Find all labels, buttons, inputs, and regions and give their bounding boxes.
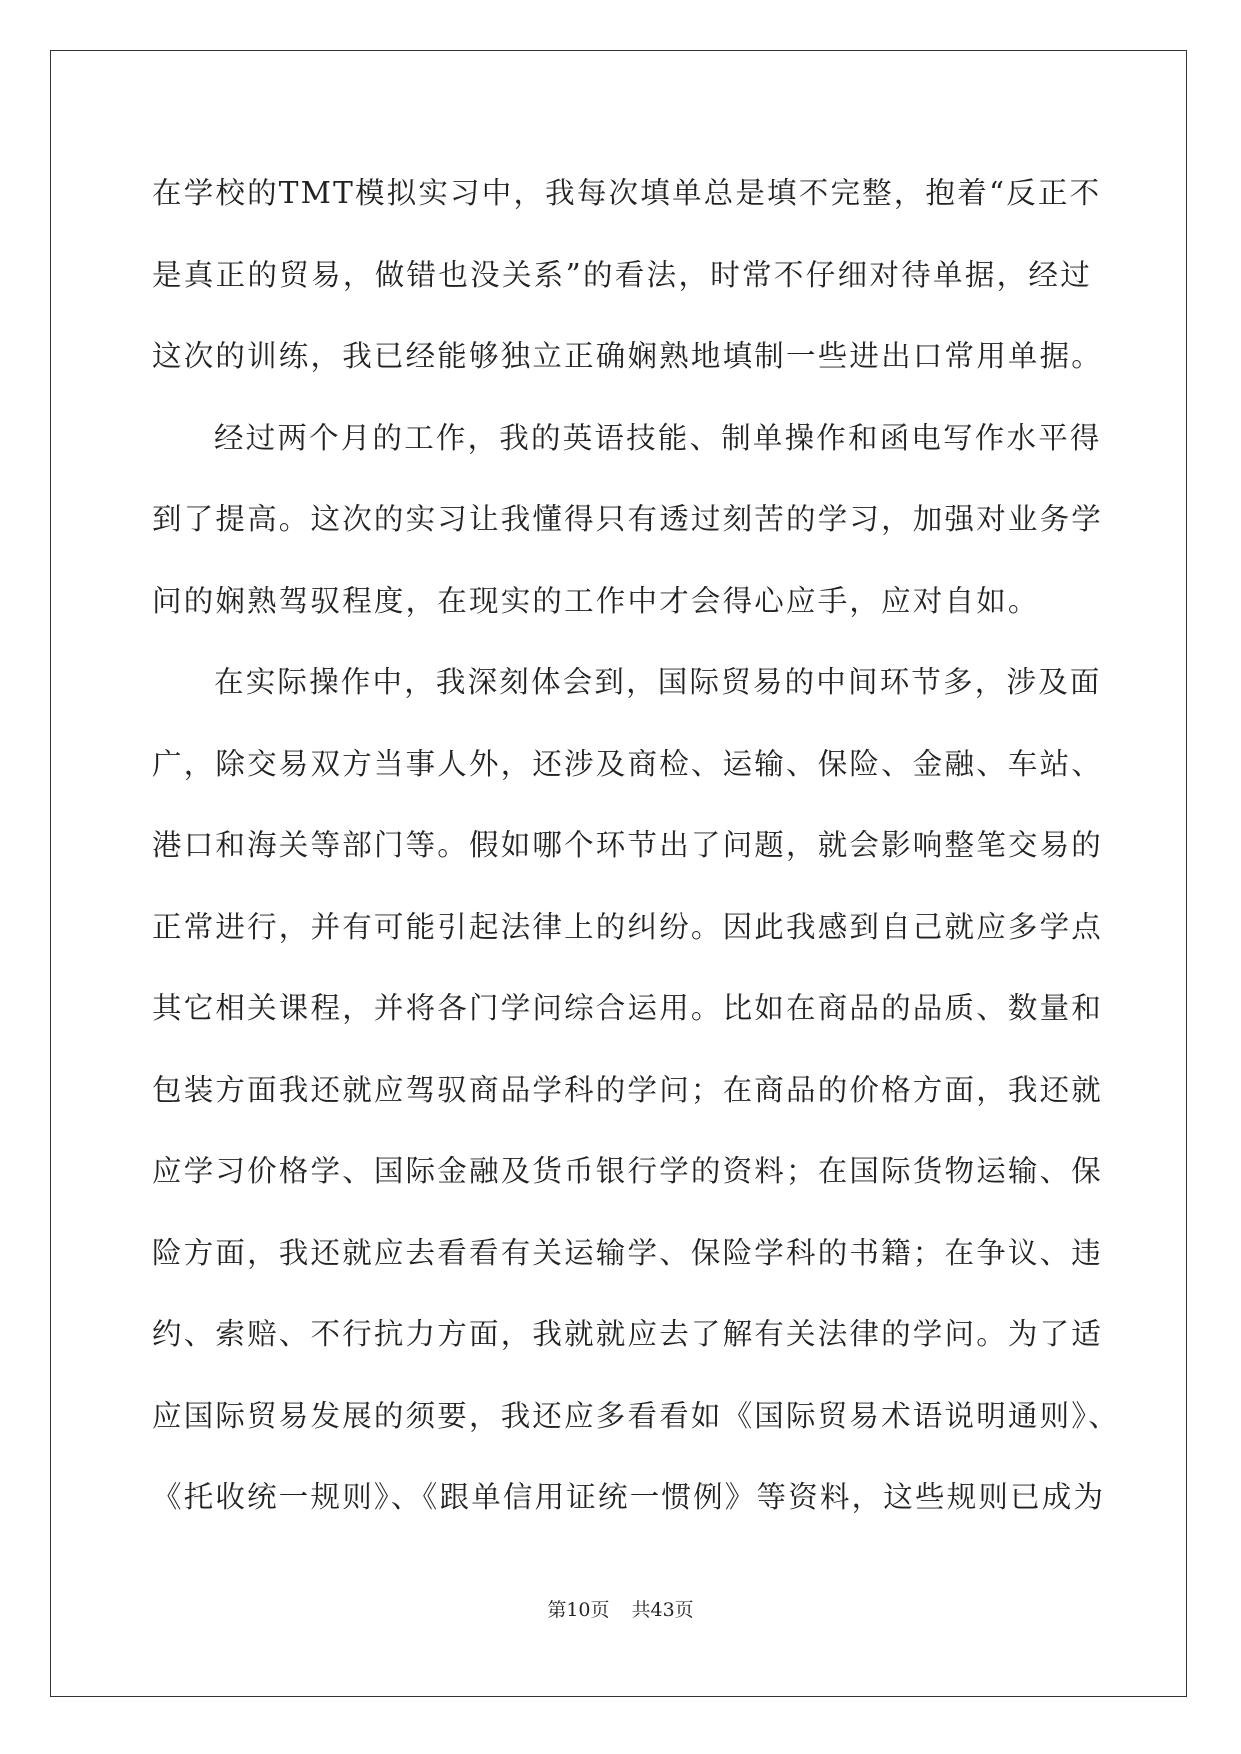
text-line: 应学习价格学、国际金融及货币银行学的资料；在国际货物运输、保 (152, 1154, 1104, 1188)
text-line: 这次的训练，我已经能够独立正确娴熟地填制一些进出口常用单据。 (152, 339, 1104, 373)
page-total: 共43页 (631, 1599, 694, 1621)
text-line: 险方面，我还就应去看看有关运输学、保险学科的书籍；在争议、违 (152, 1235, 1104, 1270)
text-line: 《托收统一规则》、《跟单信用证统一惯例》等资料，这些规则已成为 (152, 1480, 1106, 1514)
text-line: 是真正的贸易，做错也没关系”的看法，时常不仔细对待单据，经过 (152, 257, 1092, 292)
text-line: 到了提高。这次的实习让我懂得只有透过刻苦的学习，加强对业务学 (152, 502, 1104, 536)
text-line: 其它相关课程，并将各门学问综合运用。比如在商品的品质、数量和 (152, 991, 1104, 1025)
document-body (152, 153, 1120, 1539)
text-line: 正常进行，并有可能引起法律上的纠纷。因此我感到自己就应多学点 (152, 909, 1104, 944)
text-line: 约、索赔、不行抗力方面，我就就应去了解有关法律的学问。为了适 (152, 1317, 1104, 1351)
text-line: 港口和海关等部门等。假如哪个环节出了问题，就会影响整笔交易的 (152, 828, 1104, 862)
text-line: 问的娴熟驾驭程度，在现实的工作中才会得心应手，应对自如。 (152, 583, 1040, 618)
text-line: 包装方面我还就应驾驭商品学科的学问；在商品的价格方面，我还就 (152, 1072, 1104, 1107)
page-footer (0, 1595, 1241, 1622)
text-line: 应国际贸易发展的须要，我还应多看看如《国际贸易术语说明通则》、 (152, 1398, 1120, 1433)
text-line: 在实际操作中，我深刻体会到，国际贸易的中间环节多，涉及面 (214, 665, 1102, 699)
text-line: 广，除交易双方当事人外，还涉及商检、运输、保险、金融、车站、 (152, 746, 1104, 781)
text-line: 经过两个月的工作，我的英语技能、制单操作和函电写作水平得 (214, 420, 1102, 455)
page-number: 第10页 (547, 1599, 610, 1621)
text-line: 在学校的TMT模拟实习中，我每次填单总是填不完整，抱着“反正不 (152, 176, 1102, 210)
